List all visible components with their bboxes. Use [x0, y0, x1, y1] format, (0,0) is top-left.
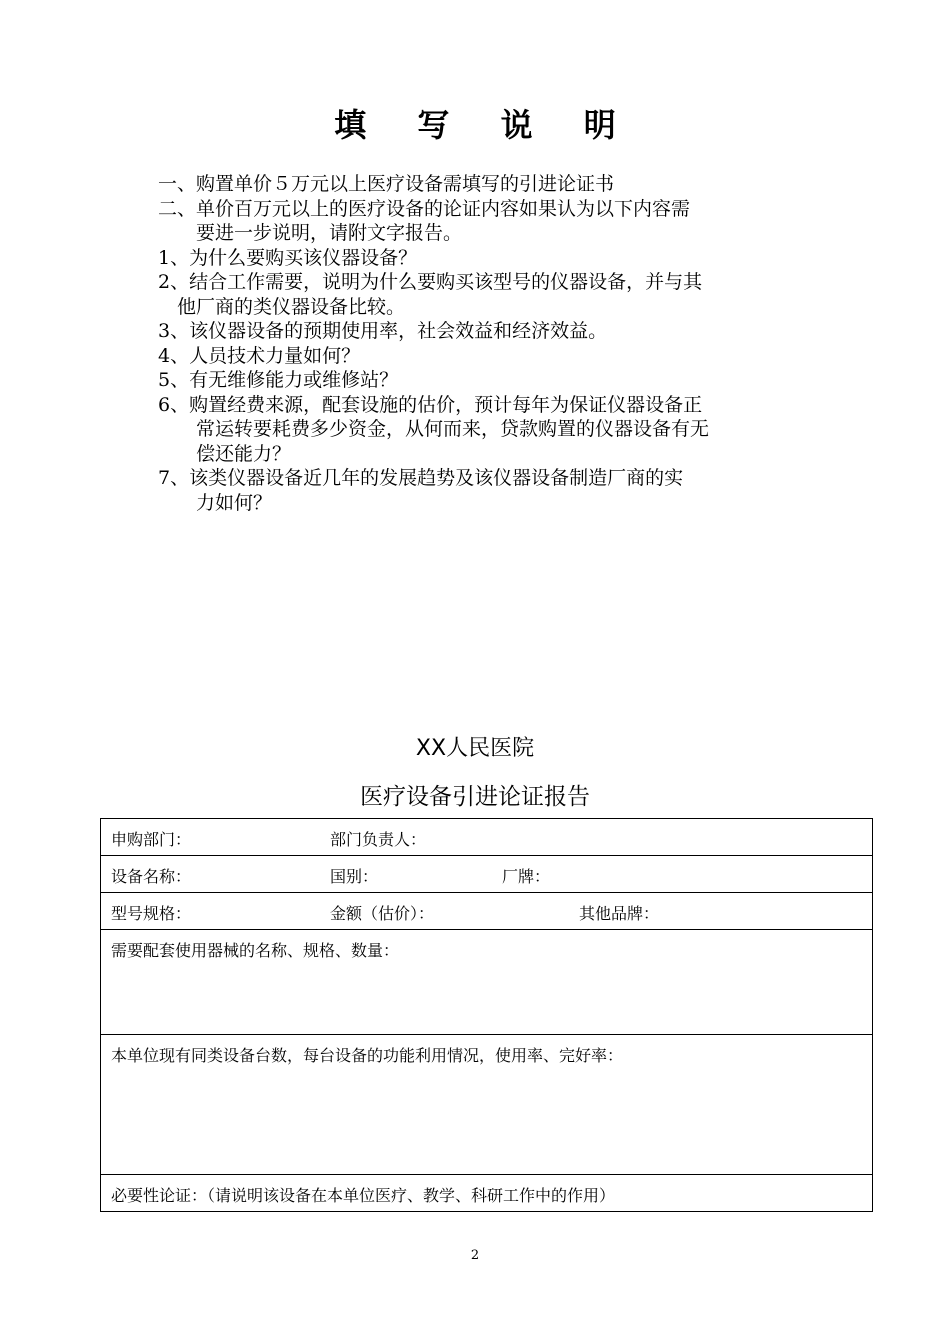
- instructions-list: [158, 172, 830, 515]
- brand-label: 厂牌：: [502, 867, 551, 886]
- page-title: 填 写 说 明: [334, 106, 636, 144]
- current-equipment-label: 本单位现有同类设备台数，每台设备的功能利用情况，使用率、完好率：: [111, 1046, 624, 1065]
- report-title: 医疗设备引进论证报告: [360, 784, 590, 810]
- instruction-line: 3、该仪器设备的预期使用率，社会效益和经济效益。: [158, 320, 608, 342]
- page-number: 2: [470, 1248, 480, 1263]
- instruction-line: 二、单价百万元以上的医疗设备的论证内容如果认为以下内容需: [158, 197, 691, 220]
- other-brands-label: 其他品牌：: [579, 904, 660, 923]
- form-cell[interactable]: [101, 1035, 873, 1175]
- instruction-line: 力如何？: [158, 491, 273, 514]
- form-row-current-equipment: [101, 1035, 873, 1175]
- form-cell[interactable]: [101, 819, 873, 856]
- form-row-accessories: [101, 930, 873, 1035]
- instruction-line: 5、有无维修能力或维修站？: [158, 369, 399, 391]
- instruction-line: 6、购置经费来源，配套设施的估价，预计每年为保证仪器设备正: [158, 393, 703, 416]
- form-cell[interactable]: [101, 856, 873, 893]
- form-row-equipment: [101, 856, 873, 893]
- form-row-necessity: [101, 1175, 873, 1212]
- instruction-line: 4、人员技术力量如何？: [158, 344, 361, 367]
- form-cell[interactable]: [101, 893, 873, 930]
- instruction-line: 常运转要耗费多少资金，从何而来，贷款购置的仪器设备有无: [158, 418, 710, 440]
- accessories-label: 需要配套使用器械的名称、规格、数量：: [111, 941, 400, 960]
- instruction-line: 2、结合工作需要，说明为什么要购买该型号的仪器设备，并与其: [158, 271, 703, 293]
- instruction-line: 要进一步说明，请附文字报告。: [158, 222, 463, 244]
- model-spec-label: 型号规格：: [111, 904, 192, 923]
- instruction-line: 他厂商的类仪器设备比较。: [158, 295, 406, 318]
- necessity-label: 必要性论证：（请说明该设备在本单位医疗、教学、科研工作中的作用）: [111, 1186, 616, 1205]
- amount-label: 金额（估价）：: [330, 904, 435, 923]
- proposal-form: [100, 818, 873, 1212]
- form-cell[interactable]: [101, 930, 873, 1035]
- purchase-dept-label: 申购部门：: [111, 830, 192, 849]
- form-row-department: [101, 819, 873, 856]
- instruction-line: 偿还能力？: [158, 442, 292, 465]
- dept-head-label: 部门负责人：: [330, 830, 427, 849]
- instruction-line: 一、购置单价５万元以上医疗设备需填写的引进论证书: [158, 173, 615, 195]
- instruction-line: 7、该类仪器设备近几年的发展趋势及该仪器设备制造厂商的实: [158, 467, 684, 489]
- hospital-name: XX人民医院: [415, 736, 535, 761]
- equipment-name-label: 设备名称：: [111, 867, 192, 886]
- instruction-line: 1、为什么要购买该仪器设备？: [158, 246, 418, 269]
- form-row-model: [101, 893, 873, 930]
- form-cell[interactable]: [101, 1175, 873, 1212]
- country-label: 国别：: [330, 867, 379, 886]
